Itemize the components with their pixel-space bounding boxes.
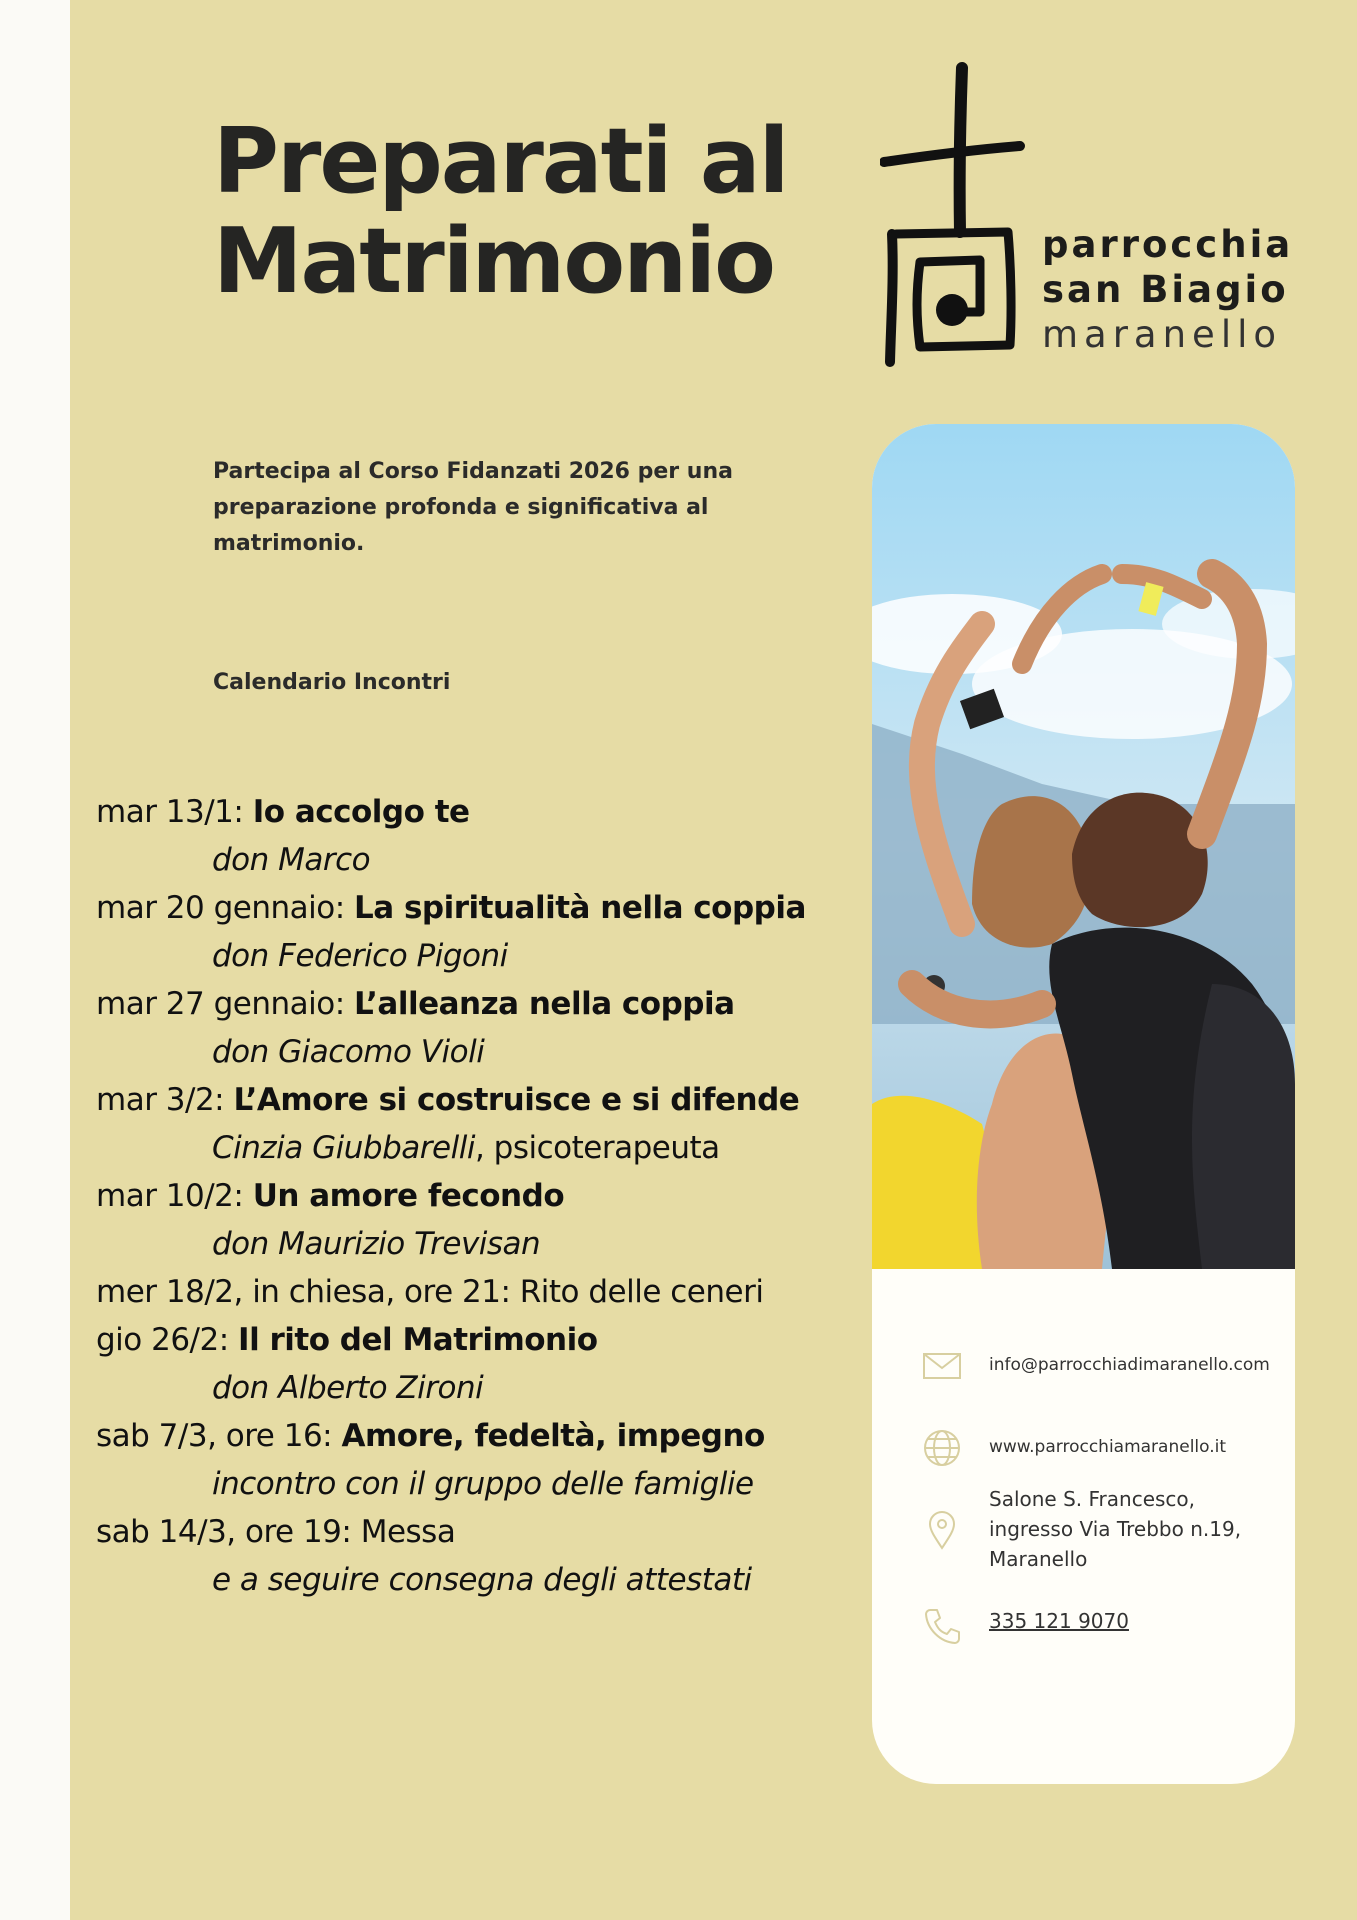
event-title: L’alleanza nella coppia [354, 986, 735, 1022]
event-speaker-line [96, 1364, 876, 1412]
event-date: mar 13/1: [96, 794, 253, 830]
event-date: sab 7/3, ore 16: [96, 1418, 342, 1454]
event-item [96, 1316, 876, 1412]
contact-card [872, 424, 1295, 1784]
event-date: gio 26/2: [96, 1322, 239, 1358]
map-pin-icon [922, 1510, 962, 1550]
parish-name [1042, 222, 1293, 357]
contact-phone [922, 1602, 1282, 1642]
event-speaker: don Federico Pigoni [212, 938, 508, 974]
event-speaker: don Alberto Zironi [212, 1370, 484, 1406]
event-date: sab 14/3, ore 19: Messa [96, 1514, 456, 1550]
event-speaker-line [96, 1220, 876, 1268]
event-date: mar 27 gennaio: [96, 986, 355, 1022]
contact-website [922, 1428, 1282, 1468]
calendar-heading: Calendario Incontri [213, 670, 451, 695]
event-speaker-line [96, 1124, 876, 1172]
address-line-2: ingresso Via Trebbo n.19, [989, 1517, 1242, 1541]
event-title: Io accolgo te [252, 794, 470, 830]
event-item [96, 788, 876, 884]
event-speaker-line [96, 1028, 876, 1076]
event-speaker-line [96, 836, 876, 884]
page-title [213, 109, 788, 314]
address-line-1: Salone S. Francesco, [989, 1487, 1196, 1511]
event-speaker-line [96, 932, 876, 980]
event-note: e a seguire consegna degli attestati [212, 1562, 752, 1598]
parish-logo-cross-icon [880, 62, 1030, 372]
event-item [96, 1268, 876, 1316]
phone-link[interactable]: 335 121 9070 [989, 1609, 1129, 1633]
event-title: Un amore fecondo [252, 1178, 565, 1214]
event-speaker: incontro con il gruppo delle famiglie [212, 1466, 754, 1502]
phone-icon [922, 1606, 962, 1646]
event-speaker-line [96, 1556, 876, 1604]
parish-name-line-1: parrocchia [1042, 223, 1294, 266]
parish-name-line-2: san Biagio [1042, 268, 1289, 311]
event-date: mar 3/2: [96, 1082, 234, 1118]
event-item [96, 1412, 876, 1508]
event-speaker: Cinzia Giubbarelli [212, 1130, 475, 1166]
event-item [96, 1508, 876, 1604]
event-speaker-line [96, 1460, 876, 1508]
event-list [96, 788, 876, 1604]
event-title: La spiritualità nella coppia [354, 890, 806, 926]
event-title: L’Amore si costruisce e si difende [233, 1082, 800, 1118]
contact-address [922, 1484, 1282, 1584]
event-item [96, 1172, 876, 1268]
website-link[interactable]: www.parrocchiamaranello.it [989, 1437, 1227, 1457]
event-speaker-role: , psicoterapeuta [474, 1130, 720, 1166]
parish-name-line-3: maranello [1042, 313, 1283, 356]
contact-email [922, 1346, 1282, 1386]
couple-photo [872, 424, 1295, 1269]
event-title: Amore, fedeltà, impegno [341, 1418, 765, 1454]
title-line-1: Preparati al [213, 109, 788, 214]
intro-text: Partecipa al Corso Fidanzati 2026 per una preparazione profonda e significativa al matrimonio. [213, 459, 733, 556]
envelope-icon [922, 1346, 962, 1386]
event-speaker: don Giacomo Violi [212, 1034, 485, 1070]
poster [70, 0, 1357, 1920]
address-text [989, 1484, 1241, 1574]
event-speaker: don Marco [212, 842, 371, 878]
globe-icon [922, 1428, 962, 1468]
event-title: Il rito del Matrimonio [238, 1322, 598, 1358]
address-line-3: Maranello [989, 1547, 1088, 1571]
email-link[interactable]: info@parrocchiadimaranello.com [989, 1355, 1270, 1375]
event-date: mar 10/2: [96, 1178, 253, 1214]
event-item [96, 1076, 876, 1172]
event-item [96, 980, 876, 1076]
title-line-2: Matrimonio [213, 209, 774, 314]
event-item [96, 884, 876, 980]
event-date: mer 18/2, in chiesa, ore 21: Rito delle ceneri [96, 1274, 764, 1310]
event-speaker: don Maurizio Trevisan [212, 1226, 541, 1262]
event-date: mar 20 gennaio: [96, 890, 355, 926]
